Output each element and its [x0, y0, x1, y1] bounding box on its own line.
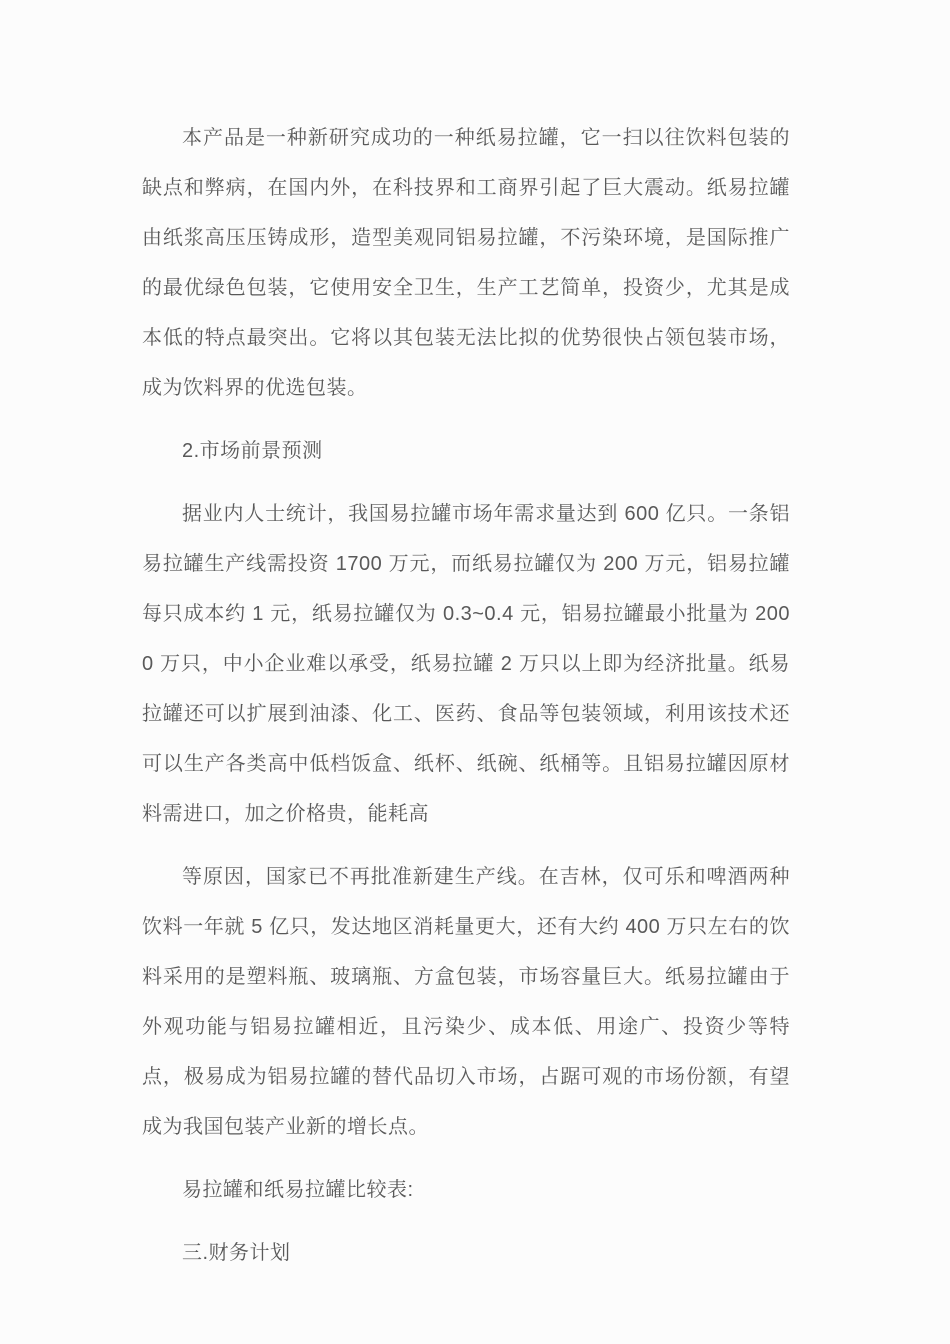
market-forecast-heading: 2.市场前景预测 [182, 440, 323, 462]
market-forecast-paragraph-2: 等原因，国家已不再批准新建生产线。在吉林，仅可乐和啤酒两种饮料一年就 5 亿只，发达地区消耗量更大，还有大约 400 万只左右的饮料采用的是塑料瓶、玻璃瓶、方盒包装，市场容量巨大。纸易拉罐由于外观功能与铝易拉罐相近，且污染少、成本低、用途广、投资少等特点，极易成为铝易拉罐的替代品切入市场，占踞可观的市场份额，有望成为我国包装产业新的增长点。 [142, 866, 790, 1138]
comparison-table-caption: 易拉罐和纸易拉罐比较表: [182, 1179, 414, 1201]
intro-paragraph: 本产品是一种新研究成功的一种纸易拉罐，它一扫以往饮料包装的缺点和弊病，在国内外，在科技界和工商界引起了巨大震动。纸易拉罐由纸浆高压压铸成形，造型美观同铝易拉罐，不污染环境，是国际推广的最优绿色包装，它使用安全卫生，生产工艺简单，投资少，尤其是成本低的特点最突出。它将以其包装无法比拟的优势很快占领包装市场，成为饮料界的优选包装。 [142, 127, 790, 399]
market-forecast-paragraph-1: 据业内人士统计，我国易拉罐市场年需求量达到 600 亿只。一条铝易拉罐生产线需投资 1700 万元，而纸易拉罐仅为 200 万元，铝易拉罐每只成本约 1 元，纸易拉罐仅为 0.3~0.4 元，铝易拉罐最小批量为 2000 万只，中小企业难以承受，纸易拉罐 2 万只以上即为经济批量。纸易拉罐还可以扩展到油漆、化工、医药、食品等包装领域，利用该技术还可以生产各类高中低档饭盒、纸杯、纸碗、纸桶等。且铝易拉罐因原材料需进口，加之价格贵，能耗高 [142, 503, 790, 825]
finance-plan-heading: 三.财务计划 [182, 1242, 291, 1264]
